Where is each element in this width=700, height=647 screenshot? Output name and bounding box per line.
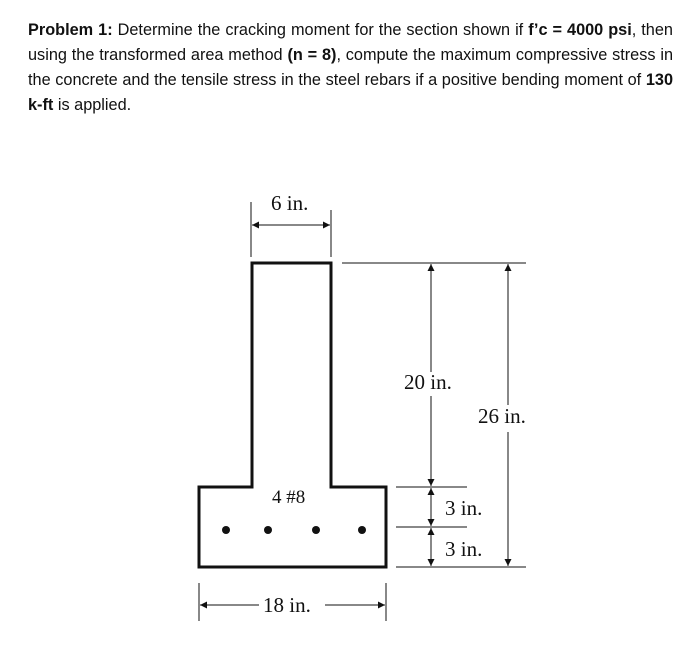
flange-offset-label: 3 in. xyxy=(445,496,483,520)
modular-ratio: (n = 8) xyxy=(287,46,337,64)
t-section-outline xyxy=(199,263,386,567)
flange-width-label: 18 in. xyxy=(263,593,311,617)
problem-label: Problem 1: xyxy=(28,21,113,39)
problem-text-4: is applied. xyxy=(53,96,132,114)
rebar xyxy=(312,526,320,534)
bending-moment: 130 k-ft xyxy=(28,71,673,114)
rebar-label: 4 #8 xyxy=(272,487,306,508)
rebar xyxy=(358,526,366,534)
concrete-strength: f’c = 4000 psi xyxy=(528,21,632,39)
rebar xyxy=(222,526,230,534)
stem-width-label: 6 in. xyxy=(271,191,309,215)
total-height-label: 26 in. xyxy=(478,404,526,428)
rebar-group xyxy=(222,526,366,534)
problem-text-2: , then using the transformed area method xyxy=(28,21,673,64)
bar-cover-label: 3 in. xyxy=(445,537,483,561)
problem-text-3: , compute the maximum compressive stress in the concrete and the tensile stress in the steel rebars if a positive bending moment of xyxy=(28,46,674,89)
problem-text-1: Determine the cracking moment for the section shown if xyxy=(112,21,529,39)
rebar xyxy=(264,526,272,534)
stem-height-label: 20 in. xyxy=(404,370,452,394)
